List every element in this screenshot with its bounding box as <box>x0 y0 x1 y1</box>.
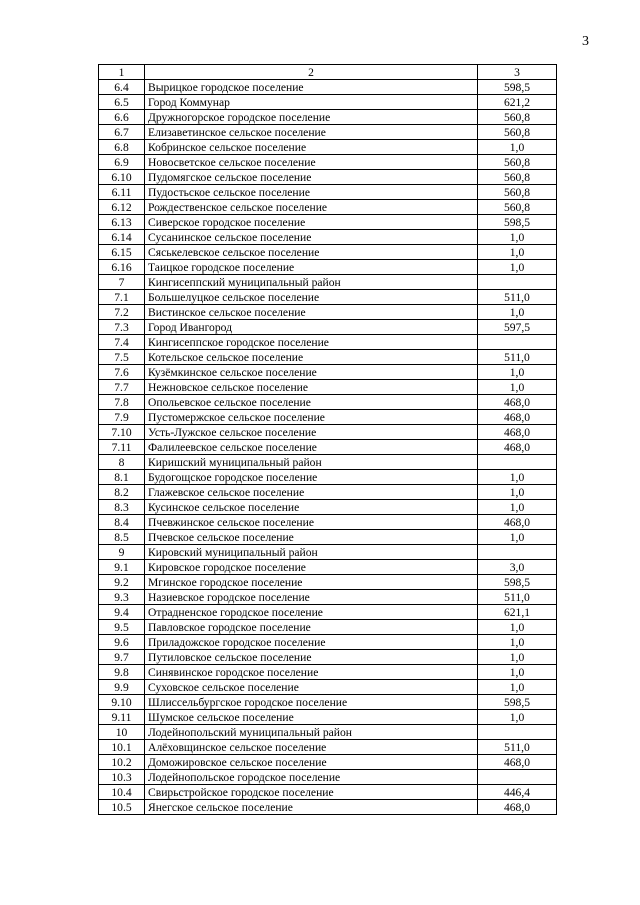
table-row <box>99 545 557 560</box>
row-number-cell: 6.11 <box>99 185 145 200</box>
table-row <box>99 605 557 620</box>
row-value-cell: 468,0 <box>478 395 557 410</box>
row-number-cell: 8.5 <box>99 530 145 545</box>
table-row <box>99 470 557 485</box>
table-row <box>99 380 557 395</box>
row-value-cell: 1,0 <box>478 305 557 320</box>
row-value-cell: 560,8 <box>478 200 557 215</box>
row-value-cell: 560,8 <box>478 125 557 140</box>
row-number-cell: 7.8 <box>99 395 145 410</box>
row-value-cell: 1,0 <box>478 245 557 260</box>
row-value-cell: 511,0 <box>478 290 557 305</box>
table-row <box>99 80 557 95</box>
row-name-cell: Город Коммунар <box>145 95 478 110</box>
header-cell-number: 1 <box>99 65 145 80</box>
row-name-cell: Дружногорское городское поселение <box>145 110 478 125</box>
table-row <box>99 725 557 740</box>
row-value-cell: 511,0 <box>478 350 557 365</box>
table-row <box>99 140 557 155</box>
row-name-cell: Нежновское сельское поселение <box>145 380 478 395</box>
row-name-cell: Кусинское сельское поселение <box>145 500 478 515</box>
row-value-cell: 1,0 <box>478 500 557 515</box>
table-row <box>99 425 557 440</box>
row-name-cell: Павловское городское поселение <box>145 620 478 635</box>
row-number-cell: 6.10 <box>99 170 145 185</box>
table-row <box>99 365 557 380</box>
row-number-cell: 8 <box>99 455 145 470</box>
table-row <box>99 320 557 335</box>
row-value-cell: 1,0 <box>478 530 557 545</box>
row-name-cell: Кингисеппское городское поселение <box>145 335 478 350</box>
row-name-cell: Свирьстройское городское поселение <box>145 785 478 800</box>
row-value-cell: 1,0 <box>478 470 557 485</box>
row-number-cell: 10.2 <box>99 755 145 770</box>
row-name-cell: Приладожское городское поселение <box>145 635 478 650</box>
row-number-cell: 7.2 <box>99 305 145 320</box>
row-name-cell: Пчевжинское сельское поселение <box>145 515 478 530</box>
row-number-cell: 10.3 <box>99 770 145 785</box>
row-value-cell: 468,0 <box>478 800 557 815</box>
row-number-cell: 9.11 <box>99 710 145 725</box>
row-value-cell: 468,0 <box>478 440 557 455</box>
table-row <box>99 185 557 200</box>
settlements-table <box>98 64 557 815</box>
table-row <box>99 740 557 755</box>
table-row <box>99 665 557 680</box>
row-name-cell: Кобринское сельское поселение <box>145 140 478 155</box>
row-number-cell: 10.1 <box>99 740 145 755</box>
table-row <box>99 230 557 245</box>
row-value-cell: 1,0 <box>478 140 557 155</box>
row-name-cell: Большелуцкое сельское поселение <box>145 290 478 305</box>
row-name-cell: Синявинское городское поселение <box>145 665 478 680</box>
row-value-cell: 1,0 <box>478 230 557 245</box>
row-number-cell: 6.14 <box>99 230 145 245</box>
row-number-cell: 9.8 <box>99 665 145 680</box>
table-row <box>99 755 557 770</box>
table-row <box>99 200 557 215</box>
row-name-cell: Таицкое городское поселение <box>145 260 478 275</box>
table-row <box>99 275 557 290</box>
row-value-cell: 560,8 <box>478 185 557 200</box>
row-name-cell: Доможировское сельское поселение <box>145 755 478 770</box>
row-value-cell <box>478 335 557 350</box>
row-number-cell: 7.11 <box>99 440 145 455</box>
row-number-cell: 10.5 <box>99 800 145 815</box>
table-row <box>99 395 557 410</box>
table-row <box>99 440 557 455</box>
row-name-cell: Опольевское сельское поселение <box>145 395 478 410</box>
row-number-cell: 7.1 <box>99 290 145 305</box>
row-number-cell: 9.6 <box>99 635 145 650</box>
row-name-cell: Назиевское городское поселение <box>145 590 478 605</box>
row-value-cell: 468,0 <box>478 410 557 425</box>
table-row <box>99 305 557 320</box>
row-number-cell: 7.9 <box>99 410 145 425</box>
table-row <box>99 290 557 305</box>
row-value-cell: 1,0 <box>478 710 557 725</box>
row-value-cell: 3,0 <box>478 560 557 575</box>
row-number-cell: 9.5 <box>99 620 145 635</box>
table-row <box>99 590 557 605</box>
row-value-cell: 598,5 <box>478 215 557 230</box>
table-row <box>99 485 557 500</box>
table-row <box>99 620 557 635</box>
table-row <box>99 515 557 530</box>
table-row <box>99 155 557 170</box>
row-value-cell: 1,0 <box>478 665 557 680</box>
row-name-cell: Сиверское городское поселение <box>145 215 478 230</box>
row-name-cell: Сяськелевское сельское поселение <box>145 245 478 260</box>
row-value-cell <box>478 770 557 785</box>
table-row <box>99 800 557 815</box>
row-value-cell <box>478 455 557 470</box>
row-number-cell: 10.4 <box>99 785 145 800</box>
row-number-cell: 6.15 <box>99 245 145 260</box>
row-value-cell: 1,0 <box>478 620 557 635</box>
row-name-cell: Отрадненское городское поселение <box>145 605 478 620</box>
row-value-cell: 598,5 <box>478 695 557 710</box>
row-number-cell: 7.6 <box>99 365 145 380</box>
row-value-cell: 598,5 <box>478 80 557 95</box>
row-number-cell: 9.3 <box>99 590 145 605</box>
table-row <box>99 500 557 515</box>
row-value-cell: 621,2 <box>478 95 557 110</box>
row-name-cell: Вистинское сельское поселение <box>145 305 478 320</box>
row-number-cell: 10 <box>99 725 145 740</box>
row-name-cell: Фалилеевское сельское поселение <box>145 440 478 455</box>
table-row <box>99 170 557 185</box>
row-number-cell: 7 <box>99 275 145 290</box>
row-name-cell: Котельское сельское поселение <box>145 350 478 365</box>
row-name-cell: Шлиссельбургское городское поселение <box>145 695 478 710</box>
table-row <box>99 635 557 650</box>
row-number-cell: 6.5 <box>99 95 145 110</box>
row-number-cell: 7.5 <box>99 350 145 365</box>
row-name-cell: Глажевское сельское поселение <box>145 485 478 500</box>
row-number-cell: 9.2 <box>99 575 145 590</box>
table-row <box>99 245 557 260</box>
row-name-cell: Мгинское городское поселение <box>145 575 478 590</box>
row-value-cell <box>478 545 557 560</box>
row-number-cell: 6.8 <box>99 140 145 155</box>
row-number-cell: 6.6 <box>99 110 145 125</box>
table-row <box>99 125 557 140</box>
row-name-cell: Кировский муниципальный район <box>145 545 478 560</box>
row-name-cell: Новосветское сельское поселение <box>145 155 478 170</box>
table-row <box>99 260 557 275</box>
row-name-cell: Кингисеппский муниципальный район <box>145 275 478 290</box>
row-number-cell: 8.2 <box>99 485 145 500</box>
row-name-cell: Суховское сельское поселение <box>145 680 478 695</box>
row-name-cell: Елизаветинское сельское поселение <box>145 125 478 140</box>
row-value-cell: 1,0 <box>478 380 557 395</box>
row-name-cell: Янегское сельское поселение <box>145 800 478 815</box>
table-row <box>99 680 557 695</box>
row-number-cell: 7.4 <box>99 335 145 350</box>
table-row <box>99 95 557 110</box>
table-row <box>99 455 557 470</box>
row-number-cell: 6.7 <box>99 125 145 140</box>
row-number-cell: 9.10 <box>99 695 145 710</box>
row-name-cell: Город Ивангород <box>145 320 478 335</box>
row-value-cell: 511,0 <box>478 590 557 605</box>
row-number-cell: 9.7 <box>99 650 145 665</box>
row-value-cell: 1,0 <box>478 680 557 695</box>
row-value-cell: 1,0 <box>478 635 557 650</box>
row-name-cell: Путиловское сельское поселение <box>145 650 478 665</box>
row-value-cell: 468,0 <box>478 425 557 440</box>
table-row <box>99 410 557 425</box>
row-number-cell: 9.4 <box>99 605 145 620</box>
row-name-cell: Пудомягское сельское поселение <box>145 170 478 185</box>
table-row <box>99 710 557 725</box>
row-number-cell: 6.13 <box>99 215 145 230</box>
row-name-cell: Сусанинское сельское поселение <box>145 230 478 245</box>
row-value-cell: 1,0 <box>478 365 557 380</box>
row-value-cell <box>478 725 557 740</box>
row-value-cell: 560,8 <box>478 170 557 185</box>
row-name-cell: Лодейнопольское городское поселение <box>145 770 478 785</box>
row-number-cell: 7.3 <box>99 320 145 335</box>
row-name-cell: Киришский муниципальный район <box>145 455 478 470</box>
row-number-cell: 7.10 <box>99 425 145 440</box>
row-name-cell: Усть-Лужское сельское поселение <box>145 425 478 440</box>
row-value-cell: 598,5 <box>478 575 557 590</box>
row-name-cell: Будогощское городское поселение <box>145 470 478 485</box>
row-name-cell: Рождественское сельское поселение <box>145 200 478 215</box>
table-row <box>99 575 557 590</box>
row-number-cell: 9 <box>99 545 145 560</box>
row-number-cell: 6.4 <box>99 80 145 95</box>
header-cell-name: 2 <box>145 65 478 80</box>
row-value-cell: 446,4 <box>478 785 557 800</box>
row-value-cell: 1,0 <box>478 485 557 500</box>
table-row <box>99 695 557 710</box>
row-number-cell: 7.7 <box>99 380 145 395</box>
row-value-cell: 468,0 <box>478 515 557 530</box>
row-value-cell <box>478 275 557 290</box>
row-name-cell: Пудостьское сельское поселение <box>145 185 478 200</box>
row-number-cell: 9.1 <box>99 560 145 575</box>
row-value-cell: 560,8 <box>478 110 557 125</box>
row-number-cell: 6.9 <box>99 155 145 170</box>
table-row <box>99 215 557 230</box>
table-row <box>99 350 557 365</box>
row-name-cell: Пустомержское сельское поселение <box>145 410 478 425</box>
table-row <box>99 650 557 665</box>
row-number-cell: 8.3 <box>99 500 145 515</box>
row-name-cell: Кировское городское поселение <box>145 560 478 575</box>
row-name-cell: Вырицкое городское поселение <box>145 80 478 95</box>
row-number-cell: 8.4 <box>99 515 145 530</box>
row-value-cell: 468,0 <box>478 755 557 770</box>
row-number-cell: 6.12 <box>99 200 145 215</box>
row-value-cell: 1,0 <box>478 260 557 275</box>
row-name-cell: Кузёмкинское сельское поселение <box>145 365 478 380</box>
row-name-cell: Лодейнопольский муниципальный район <box>145 725 478 740</box>
header-cell-value: 3 <box>478 65 557 80</box>
row-value-cell: 1,0 <box>478 650 557 665</box>
table-row <box>99 335 557 350</box>
row-value-cell: 597,5 <box>478 320 557 335</box>
row-value-cell: 560,8 <box>478 155 557 170</box>
page-number: 3 <box>582 34 589 49</box>
row-number-cell: 9.9 <box>99 680 145 695</box>
table-row <box>99 560 557 575</box>
row-value-cell: 621,1 <box>478 605 557 620</box>
table-header-row <box>99 65 557 80</box>
row-name-cell: Пчевское сельское поселение <box>145 530 478 545</box>
table-row <box>99 530 557 545</box>
table-row <box>99 770 557 785</box>
row-number-cell: 6.16 <box>99 260 145 275</box>
row-name-cell: Шумское сельское поселение <box>145 710 478 725</box>
table-row <box>99 110 557 125</box>
row-value-cell: 511,0 <box>478 740 557 755</box>
row-name-cell: Алёховщинское сельское поселение <box>145 740 478 755</box>
row-number-cell: 8.1 <box>99 470 145 485</box>
table-row <box>99 785 557 800</box>
